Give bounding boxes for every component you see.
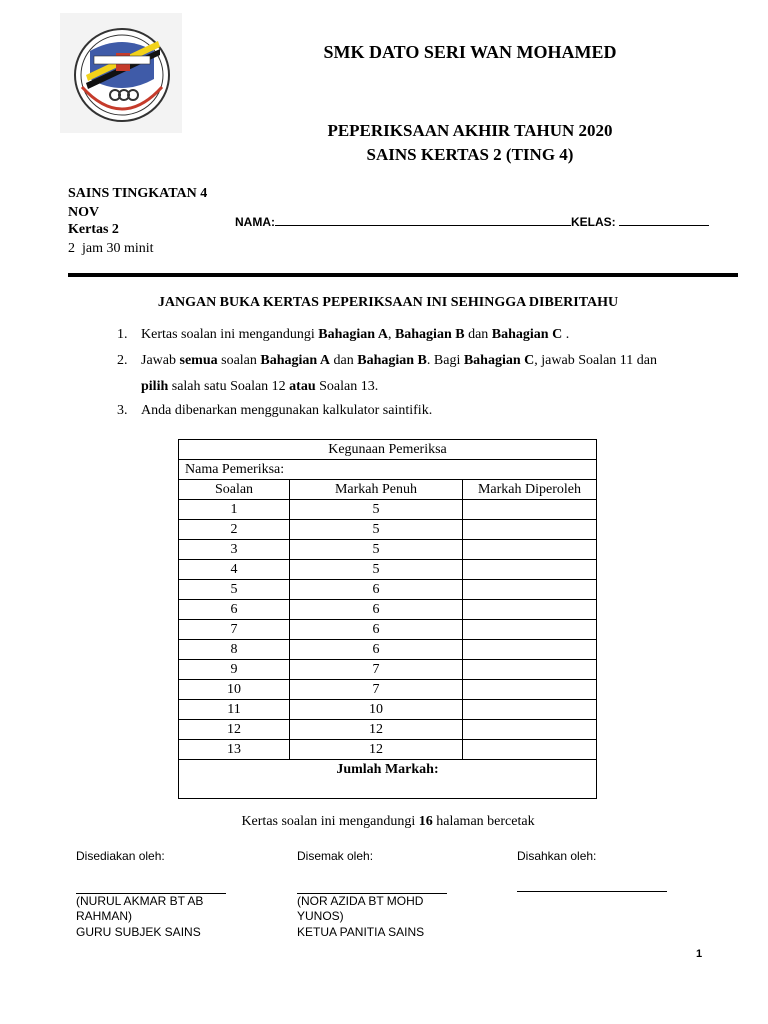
exam-title: PEPERIKSAAN AKHIR TAHUN 2020 [327,121,613,140]
month-label: NOV [68,205,100,220]
question-number: 7 [179,620,290,640]
full-marks: 5 [290,560,463,580]
table-row [179,580,597,600]
paper-label: Kertas 2 [68,222,119,237]
checked-name-1: (NOR AZIDA BT MOHD [297,894,424,908]
marks-obtained[interactable] [463,540,597,560]
question-number: 10 [179,680,290,700]
prepared-name-2: RAHMAN) [76,909,132,923]
marks-obtained[interactable] [463,740,597,760]
signature-checked [297,849,425,939]
full-marks: 12 [290,740,463,760]
marks-obtained[interactable] [463,680,597,700]
table-row [179,720,597,740]
full-marks: 6 [290,580,463,600]
full-marks: 12 [290,720,463,740]
full-marks: 5 [290,520,463,540]
subject-label: SAINS TINGKATAN 4 [68,186,208,201]
warning-text: JANGAN BUKA KERTAS PEPERIKSAAN INI SEHINGGA DIBERITAHU [157,295,619,310]
divider [68,273,738,277]
full-marks: 6 [290,600,463,620]
marks-obtained[interactable] [463,620,597,640]
table-row [179,620,597,640]
table-row [179,700,597,720]
paper-title: SAINS KERTAS 2 (TING 4) [366,145,574,164]
checked-label: Disemak oleh: [297,849,374,863]
marks-obtained[interactable] [463,500,597,520]
question-number: 13 [179,740,290,760]
class-field[interactable] [619,213,709,226]
question-number: 4 [179,560,290,580]
total-marks: Jumlah Markah: [179,760,597,799]
table-row [179,500,597,520]
name-label: NAMA: [235,215,275,229]
question-number: 11 [179,700,290,720]
table-row [179,520,597,540]
school-name: SMK DATO SERI WAN MOHAMED [323,42,617,62]
duration-label: 2 jam 30 minit [68,241,154,256]
full-marks: 5 [290,500,463,520]
header-question: Soalan [179,480,290,500]
page-number: 1 [696,948,703,960]
table-row [179,680,597,700]
table-title: Kegunaan Pemeriksa [179,440,597,460]
prepared-label: Disediakan oleh: [76,849,165,863]
table-row [179,660,597,680]
marks-obtained[interactable] [463,600,597,620]
marks-obtained[interactable] [463,700,597,720]
signature-approved [517,849,596,863]
marks-obtained[interactable] [463,720,597,740]
full-marks: 7 [290,680,463,700]
name-field[interactable] [275,213,571,226]
question-number: 6 [179,600,290,620]
header-marks-obtained: Markah Diperoleh [463,480,597,500]
signature-prepared [76,849,204,939]
examiner-name-label: Nama Pemeriksa: [179,460,597,480]
header-full-marks: Markah Penuh [290,480,463,500]
question-number: 8 [179,640,290,660]
examiner-table [178,439,597,799]
marks-obtained[interactable] [463,640,597,660]
question-number: 2 [179,520,290,540]
prepared-role: GURU SUBJEK SAINS [76,925,201,939]
table-row [179,560,597,580]
school-crest-icon [60,13,182,133]
school-logo [60,13,182,133]
question-number: 1 [179,500,290,520]
marks-obtained[interactable] [463,520,597,540]
table-row [179,540,597,560]
marks-obtained[interactable] [463,660,597,680]
class-label: KELAS: [571,215,616,229]
checked-name-2: YUNOS) [297,909,344,923]
question-number: 12 [179,720,290,740]
table-row [179,740,597,760]
question-number: 5 [179,580,290,600]
full-marks: 5 [290,540,463,560]
marks-obtained[interactable] [463,580,597,600]
approved-label: Disahkan oleh: [517,849,597,863]
full-marks: 7 [290,660,463,680]
checked-role: KETUA PANITIA SAINS [297,925,425,939]
question-number: 3 [179,540,290,560]
name-class-fields [235,213,709,229]
approved-signature-line [517,891,667,892]
full-marks: 6 [290,640,463,660]
question-number: 9 [179,660,290,680]
table-row [179,640,597,660]
full-marks: 6 [290,620,463,640]
table-row [179,600,597,620]
prepared-name-1: (NURUL AKMAR BT AB [76,894,204,908]
full-marks: 10 [290,700,463,720]
marks-obtained[interactable] [463,560,597,580]
page-count-note: Kertas soalan ini mengandungi 16 halaman bercetak [241,814,535,829]
